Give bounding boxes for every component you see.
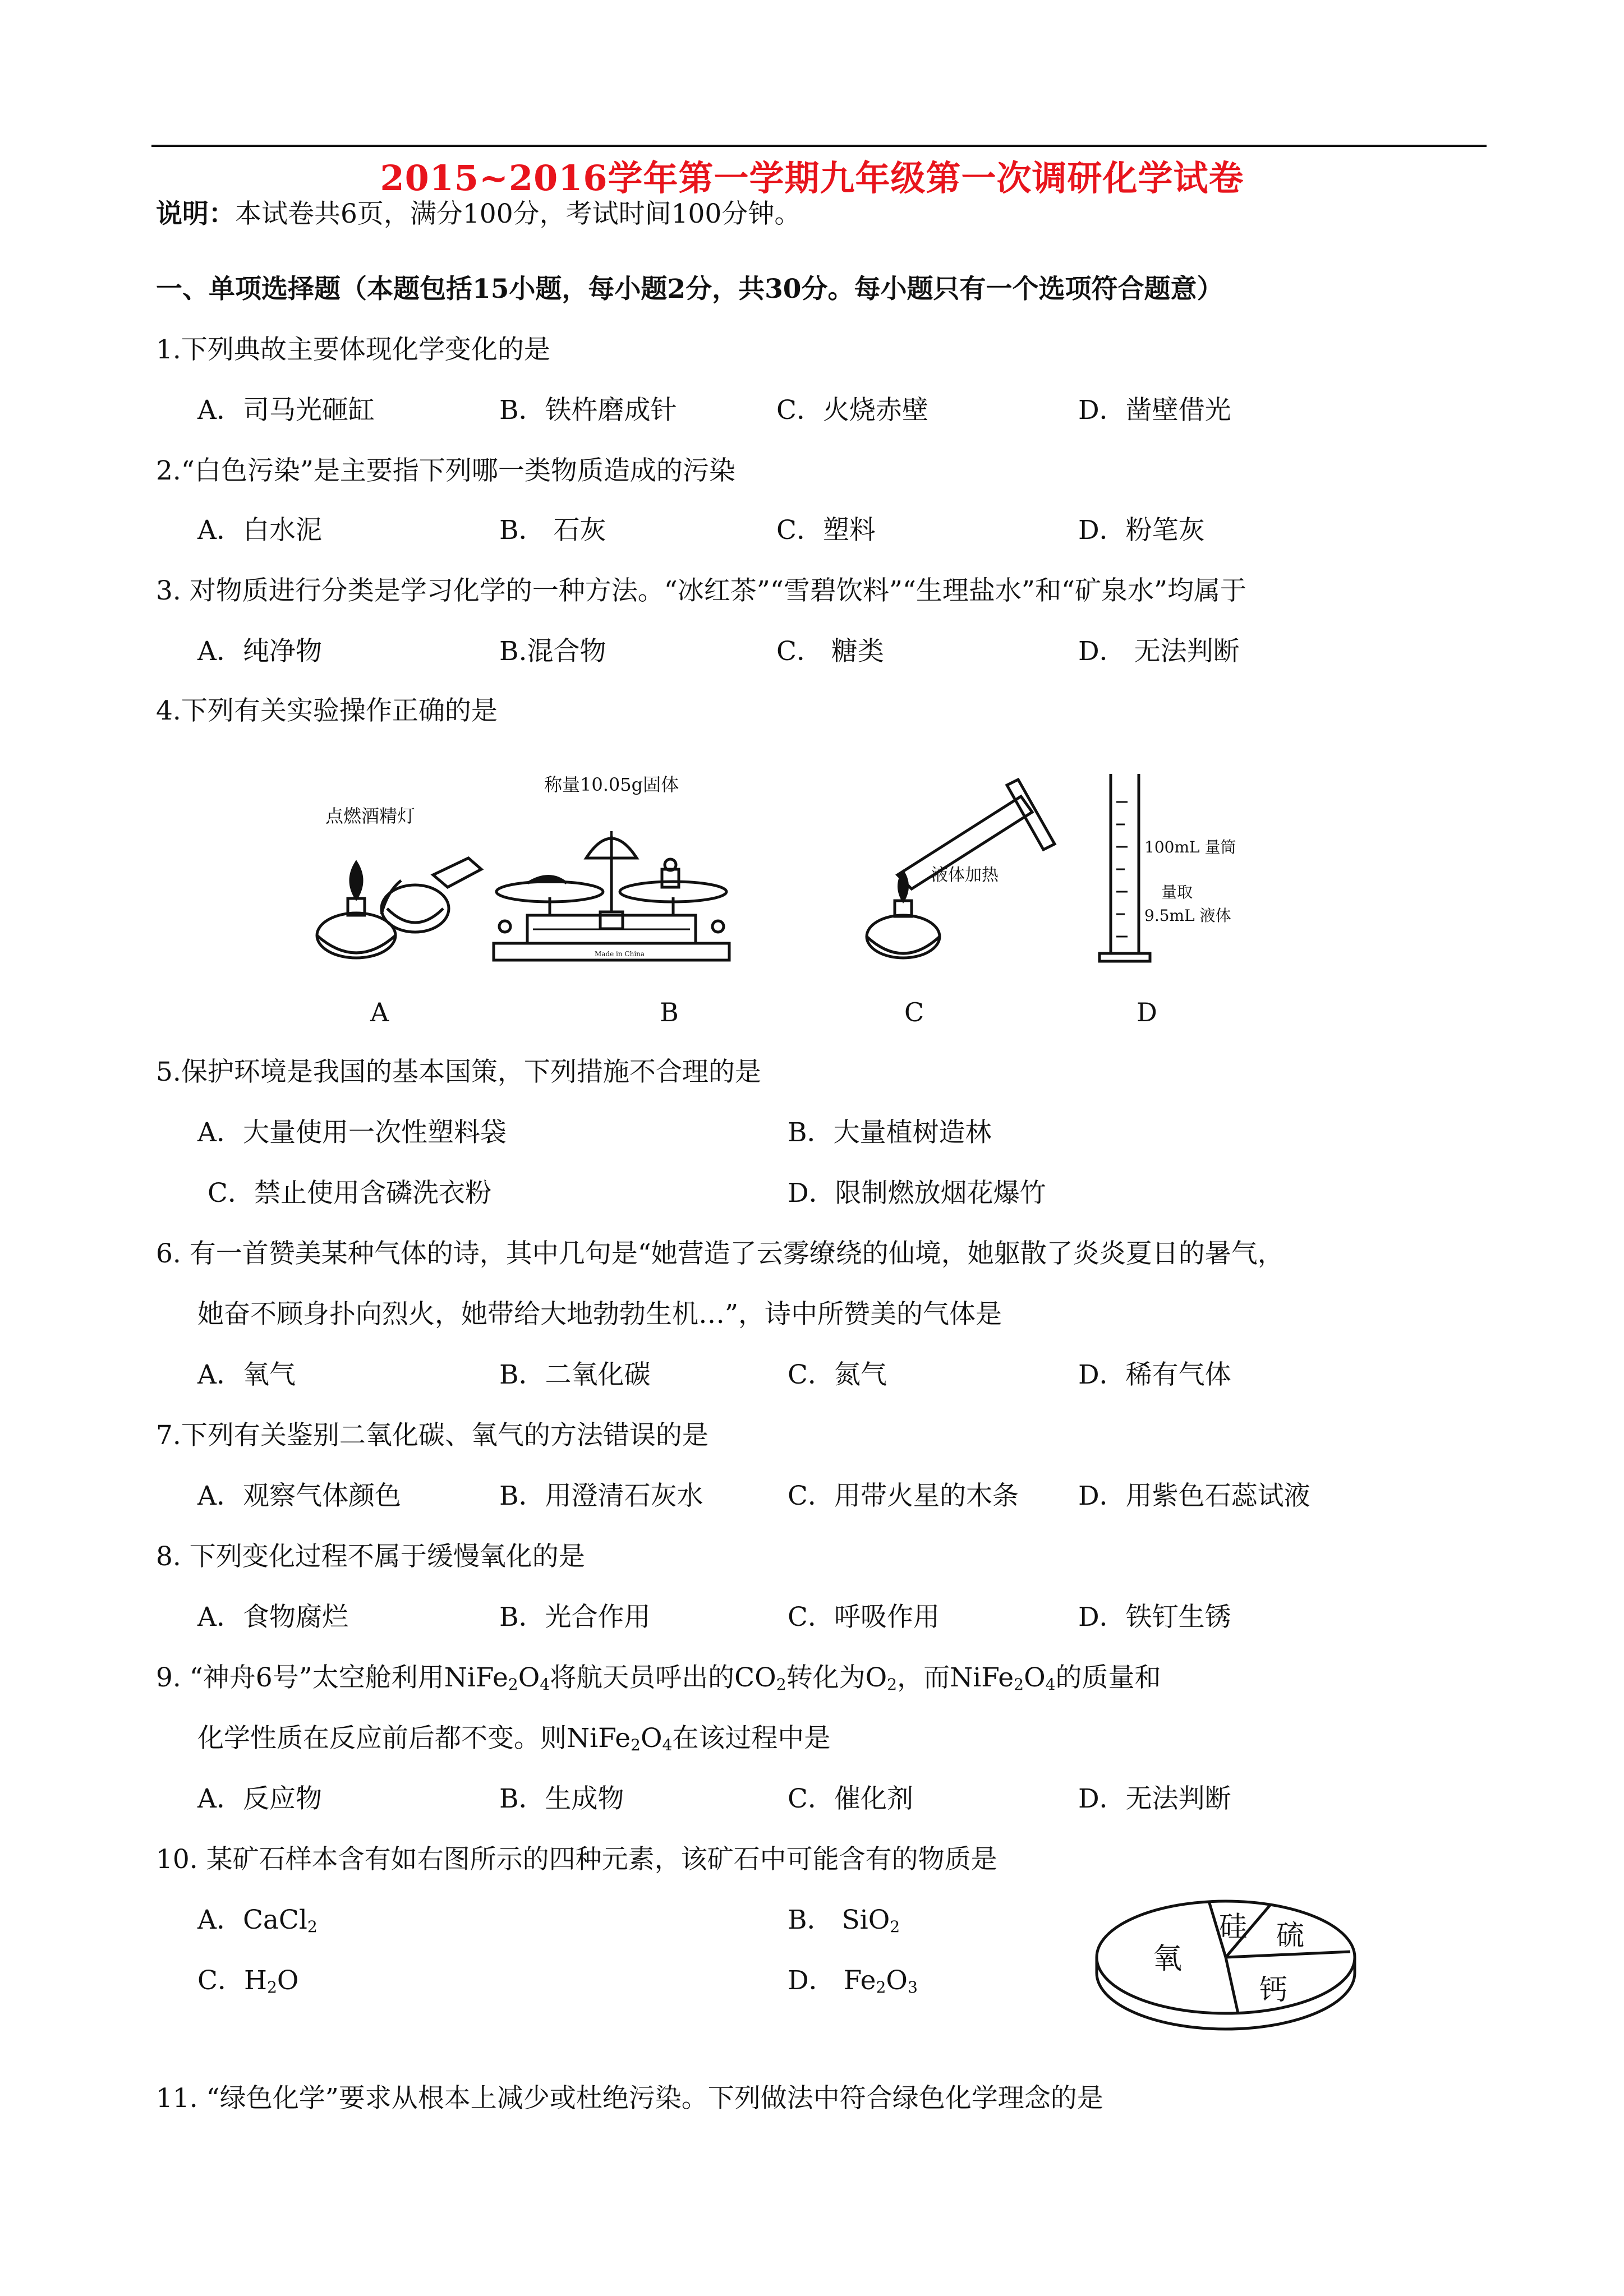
option-b: B．铁杵磨成针: [499, 395, 677, 426]
option-b: B．大量植树造林: [788, 1117, 992, 1148]
caption-d3: 9.5mL 液体: [1144, 906, 1231, 925]
heating-liquid-drawing: [867, 780, 1055, 958]
option-b: B.混合物: [499, 636, 606, 667]
question-stem: 7.下列有关鉴别二氧化碳、氧气的方法错误的是: [156, 1420, 709, 1451]
option-c: C．禁止使用含磷洗衣粉: [208, 1178, 491, 1209]
option-c: C．催化剂: [788, 1783, 913, 1814]
option-b: B． 石灰: [499, 515, 606, 546]
caption-b: 称量10.05g固体: [544, 774, 679, 795]
balance-drawing: [494, 774, 729, 960]
option-c: C． 糖类: [776, 636, 884, 667]
note-label: 说明：: [156, 199, 235, 229]
option-d: D．限制燃放烟花爆竹: [788, 1178, 1046, 1209]
question-stem: 5.保护环境是我国的基本国策，下列措施不合理的是: [156, 1057, 761, 1087]
option-a: A．CaCl$_2$: [197, 1905, 318, 1936]
question-stem: 4.下列有关实验操作正确的是: [156, 695, 498, 726]
question-stem: 11. “绿色化学”要求从根本上减少或杜绝污染。下列做法中符合绿色化学理念的是: [156, 2083, 1103, 2114]
section-heading: 一、单项选择题（本题包括15小题，每小题2分，共30分。每小题只有一个选项符合题意）: [156, 274, 1223, 305]
option-c: C．$H_2O$: [197, 1965, 299, 1997]
option-a: A．司马光砸缸: [197, 395, 375, 426]
option-c: C．呼吸作用: [788, 1602, 940, 1633]
option-d: D．粉笔灰: [1078, 515, 1205, 546]
pie-label-oxygen: 氧: [1153, 1942, 1183, 1976]
caption-d2: 量取: [1161, 883, 1193, 901]
option-a: A．氧气: [197, 1359, 296, 1390]
option-c: C．塑料: [776, 515, 876, 546]
figure-label-b: B: [660, 997, 679, 1027]
question-stem: 6. 有一首赞美某种气体的诗，其中几句是“她营造了云雾缭绕的仙境，她躯散了炎炎夏日的暑气，: [156, 1238, 1284, 1269]
caption-d1: 100mL 量筒: [1144, 838, 1236, 856]
pie-label-calcium: 钙: [1259, 1974, 1287, 2006]
exam-note: [156, 201, 801, 227]
question-stem: 8. 下列变化过程不属于缓慢氧化的是: [156, 1541, 585, 1572]
option-d: D．铁钉生锈: [1078, 1602, 1231, 1633]
lighting-lamp-drawing: [317, 805, 481, 958]
question-stem-continued: 她奋不顾身扑向烈火，她带给大地勃勃生机…”，诗中所赞美的气体是: [197, 1299, 1002, 1330]
option-b: B．二氧化碳: [499, 1359, 651, 1390]
option-a: A．观察气体颜色: [197, 1481, 401, 1511]
question-stem: 2.“白色污染”是主要指下列哪一类物质造成的污染: [156, 455, 735, 486]
question-stem: 3. 对物质进行分类是学习化学的一种方法。“冰红茶”“雪碧饮料”“生理盐水”和“矿泉水”均属于: [156, 575, 1247, 606]
question-stem: 9. “神舟6号”太空舱利用$NiFe_2O_4$将航天员呼出的$CO_2$转化为$O_2$，而$NiFe_2O_4$的质量和: [156, 1662, 1161, 1694]
question-stem: 10. 某矿石样本含有如右图所示的四种元素，该矿石中可能含有的物质是: [156, 1844, 997, 1875]
header-rule: [151, 145, 1487, 147]
option-b: B． SiO$_2$: [788, 1905, 900, 1936]
option-d: D．凿壁借光: [1078, 395, 1231, 426]
option-d: D．无法判断: [1078, 1783, 1231, 1814]
figure-label-c: C: [904, 997, 924, 1027]
option-b: B．光合作用: [499, 1602, 651, 1633]
question-stem-continued: 化学性质在反应前后都不变。则$NiFe_2O_4$在该过程中是: [197, 1723, 831, 1754]
graduated-cylinder-drawing: [1099, 774, 1236, 961]
caption-a: 点燃酒精灯: [325, 805, 416, 827]
exam-title: 2015~2016学年第一学期九年级第一次调研化学试卷: [380, 158, 1244, 199]
lab-operations-figure: [303, 768, 1236, 981]
option-a: A．纯净物: [197, 636, 322, 667]
pie-label-sulfur: 硫: [1276, 1919, 1304, 1952]
element-pie-figure: [1091, 1884, 1360, 2030]
option-d: D．稀有气体: [1078, 1359, 1231, 1390]
pie-label-silicon: 硅: [1219, 1910, 1247, 1943]
note-text: 本试卷共6页，满分100分，考试时间100分钟。: [235, 199, 801, 229]
balance-maker: Made in China: [595, 950, 645, 958]
option-d: D． $Fe_2O_3$: [788, 1965, 918, 1997]
option-d: D． 无法判断: [1078, 636, 1240, 667]
caption-c: 液体加热: [931, 865, 999, 885]
option-c: C．用带火星的木条: [788, 1481, 1019, 1511]
figure-label-d: D: [1137, 997, 1157, 1027]
option-a: A．白水泥: [197, 515, 322, 546]
question-stem: 1.下列典故主要体现化学变化的是: [156, 334, 550, 365]
option-d: D．用紫色石蕊试液: [1078, 1481, 1310, 1511]
option-a: A．反应物: [197, 1783, 322, 1814]
option-c: C．氮气: [788, 1359, 887, 1390]
option-b: B．用澄清石灰水: [499, 1481, 703, 1511]
option-b: B．生成物: [499, 1783, 624, 1814]
option-a: A．大量使用一次性塑料袋: [197, 1117, 507, 1148]
option-c: C．火烧赤壁: [776, 395, 928, 426]
option-a: A．食物腐烂: [197, 1602, 348, 1633]
figure-label-a: A: [370, 997, 389, 1027]
